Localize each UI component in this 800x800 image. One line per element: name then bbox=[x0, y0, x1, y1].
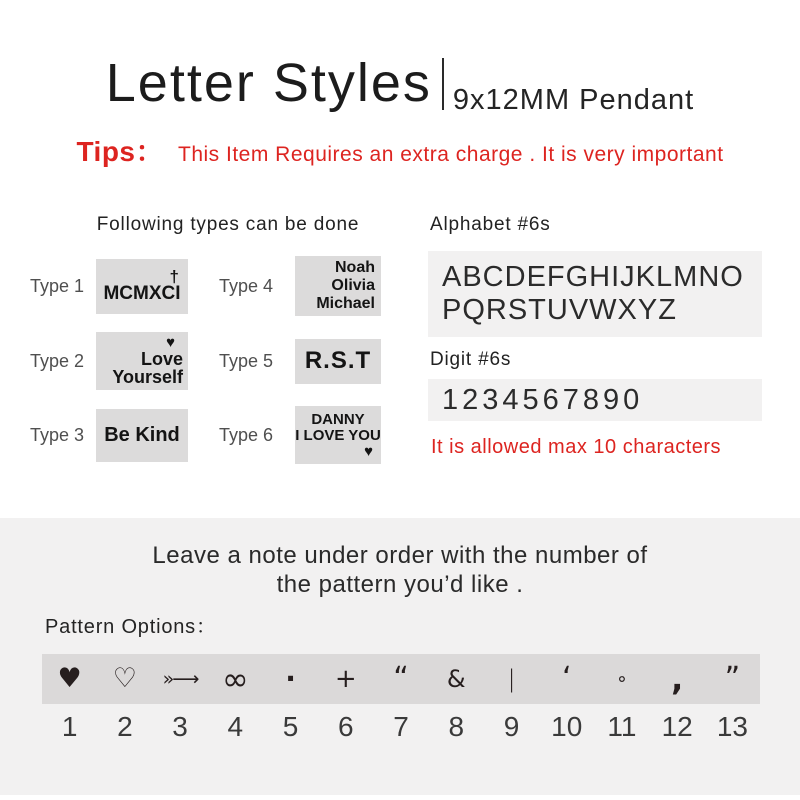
type-4-sample-text: Michael bbox=[316, 295, 375, 312]
alphabet-line: PQRSTUVWXYZ bbox=[442, 294, 677, 326]
type-1-sample-box bbox=[96, 259, 188, 314]
order-note-line2: the pattern you’d like . bbox=[276, 571, 524, 598]
tips-label: Tips： bbox=[76, 136, 164, 167]
pattern-number: 12 bbox=[661, 711, 693, 742]
pattern-symbol-strip bbox=[42, 654, 760, 704]
type-2-sample-text: Yourself bbox=[112, 367, 183, 387]
digit-label: Digit #6s bbox=[430, 349, 512, 370]
pattern-number: 1 bbox=[61, 711, 78, 742]
title-subtitle: 9x12MM Pendant bbox=[452, 84, 695, 116]
heart-icon: ♥ bbox=[166, 334, 175, 351]
heart-icon: ♥ bbox=[364, 442, 373, 460]
type-5-label: Type 5 bbox=[219, 350, 274, 371]
pattern-number: 8 bbox=[448, 711, 465, 742]
type-4-sample-text: Noah bbox=[335, 259, 375, 276]
type-6-label: Type 6 bbox=[219, 424, 274, 445]
feather-arrow-icon: »⟶ bbox=[162, 668, 198, 690]
pattern-number: 3 bbox=[172, 711, 188, 742]
dagger-icon: † bbox=[169, 266, 179, 286]
alphabet-label: Alphabet #6s bbox=[430, 214, 551, 235]
pattern-number: 7 bbox=[393, 711, 409, 742]
order-note bbox=[0, 541, 800, 599]
type-4-sample-text: Olivia bbox=[331, 277, 375, 294]
pattern-panel bbox=[0, 518, 800, 795]
comma-icon: , bbox=[671, 660, 684, 698]
type-2-sample-box bbox=[96, 332, 188, 390]
ampersand-icon: & bbox=[446, 665, 466, 693]
pattern-number: 2 bbox=[117, 711, 133, 742]
pattern-number: 13 bbox=[716, 711, 748, 742]
type-row-1 bbox=[30, 256, 382, 316]
pattern-number: 4 bbox=[227, 711, 244, 742]
max-characters-note: It is allowed max 10 characters bbox=[431, 436, 722, 458]
outline-heart-icon: ♡ bbox=[112, 663, 137, 694]
type-2-label: Type 2 bbox=[30, 350, 85, 371]
type-5-sample-text: R.S.T bbox=[304, 347, 372, 374]
type-5-sample-box bbox=[295, 339, 381, 384]
pattern-number: 11 bbox=[607, 711, 637, 742]
pattern-number: 9 bbox=[503, 711, 520, 742]
type-4-sample-box bbox=[295, 256, 381, 316]
type-3-sample-box bbox=[96, 409, 188, 462]
infinity-icon: ∞ bbox=[221, 660, 249, 698]
digit-line: 1234567890 bbox=[442, 384, 644, 416]
type-1-sample-text: MCMXCI bbox=[103, 282, 181, 304]
type-2-sample-text: Love bbox=[140, 349, 183, 369]
type-6-sample-text: I LOVE YOU bbox=[295, 426, 381, 444]
close-double-quote-icon: ” bbox=[724, 661, 741, 696]
page-title bbox=[0, 53, 800, 116]
vertical-bar-icon: | bbox=[507, 665, 516, 693]
pattern-numbers-row bbox=[42, 710, 760, 744]
plus-icon: + bbox=[334, 664, 357, 694]
pattern-number: 10 bbox=[551, 711, 583, 742]
types-heading: Following types can be done bbox=[96, 214, 360, 235]
open-double-quote-icon: “ bbox=[393, 661, 409, 696]
type-6-sample-text: DANNY bbox=[311, 410, 365, 428]
digit-sample-box bbox=[428, 379, 762, 421]
type-3-sample-text: Be Kind bbox=[104, 423, 180, 446]
pattern-number: 5 bbox=[282, 711, 299, 742]
pattern-number: 6 bbox=[338, 711, 354, 742]
type-4-label: Type 4 bbox=[219, 275, 274, 296]
types-section bbox=[30, 214, 382, 464]
alphabet-line: ABCDEFGHIJKLMNO bbox=[442, 261, 744, 293]
type-row-2 bbox=[30, 332, 382, 390]
title-main: Letter Styles bbox=[105, 53, 432, 113]
type-row-3 bbox=[30, 406, 382, 464]
type-6-sample-box bbox=[295, 406, 381, 464]
filled-heart-icon: ♥ bbox=[57, 663, 82, 694]
type-1-label: Type 1 bbox=[30, 275, 85, 296]
order-note-line1: Leave a note under order with the number of bbox=[152, 542, 648, 569]
title-divider bbox=[442, 58, 444, 110]
tips-text: This Item Requires an extra charge . It is very important bbox=[178, 143, 724, 166]
dot-icon: · bbox=[285, 662, 296, 695]
alphabet-sample-box bbox=[428, 251, 762, 337]
pattern-options-label: Pattern Options： bbox=[45, 616, 217, 638]
open-single-quote-icon: ‘ bbox=[561, 661, 572, 696]
small-circle-icon: ∘ bbox=[616, 668, 628, 690]
type-3-label: Type 3 bbox=[30, 424, 85, 445]
tips-banner bbox=[0, 130, 800, 170]
alphabet-section bbox=[428, 214, 790, 459]
